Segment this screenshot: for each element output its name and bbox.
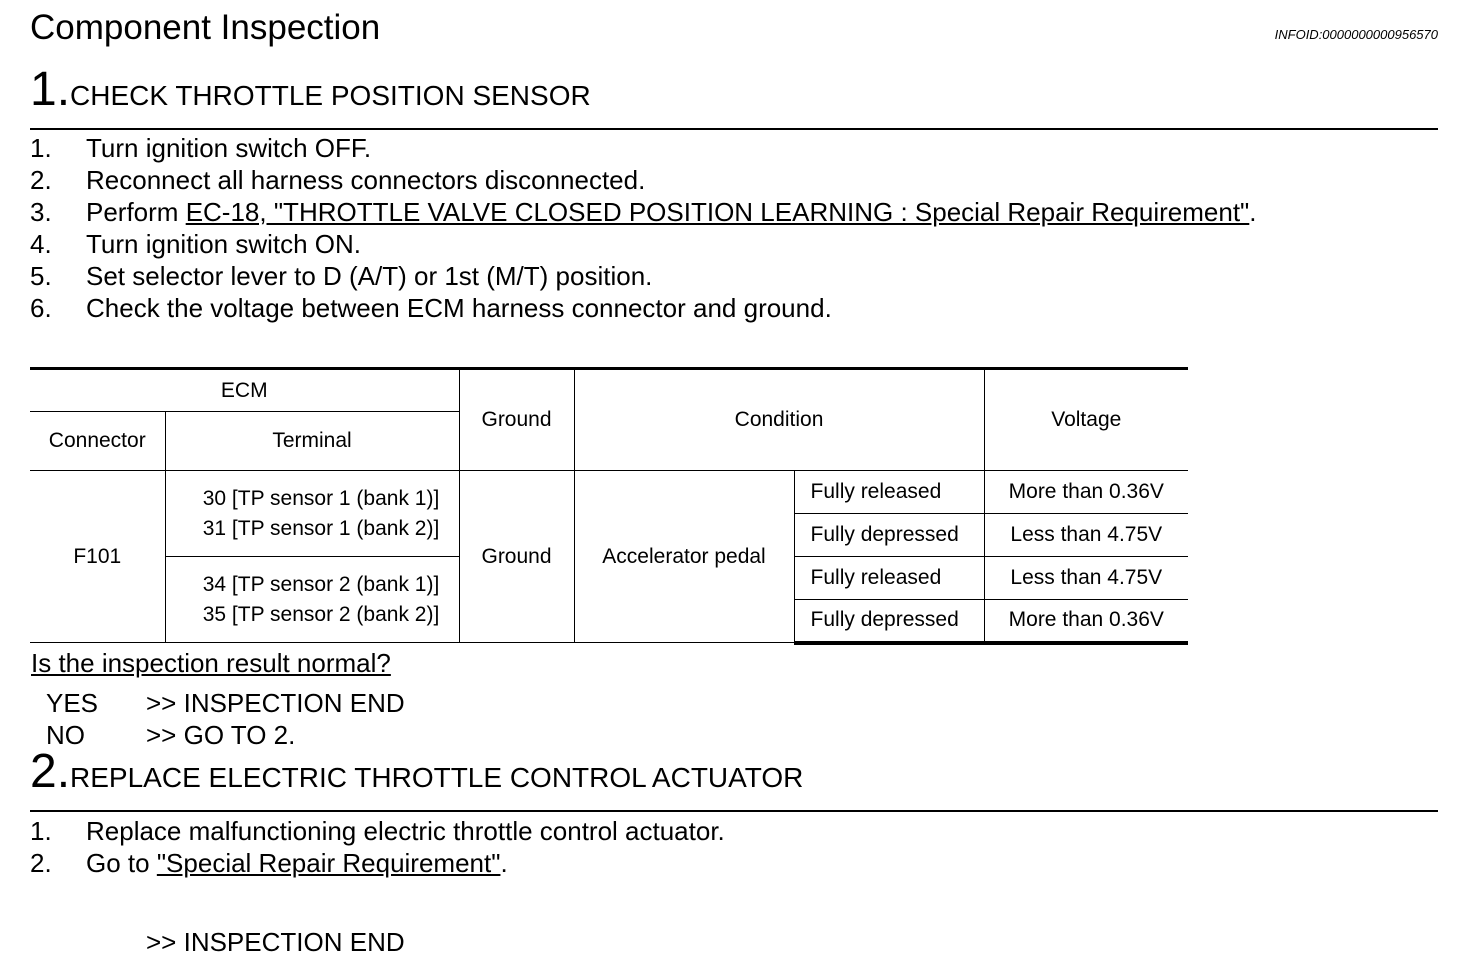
voltage-cell: More than 0.36V xyxy=(984,471,1188,514)
info-id: INFOID:0000000000956570 xyxy=(1274,27,1438,42)
throttle-learning-link[interactable]: EC-18, "THROTTLE VALVE CLOSED POSITION LEARNING : Special Repair Requirement" xyxy=(185,197,1250,227)
step-2-heading xyxy=(30,744,803,799)
list-item: 1. Replace malfunctioning electric throttle control actuator. xyxy=(30,816,725,846)
terminal-group-2: 34 [TP sensor 2 (bank 1)] 35 [TP sensor 2 (bank 2)] xyxy=(165,557,459,643)
list-item: 2. Go to "Special Repair Requirement". xyxy=(30,848,508,878)
answer-no: NO >> GO TO 2. xyxy=(46,720,296,750)
connector-cell: F101 xyxy=(30,471,165,643)
voltage-spec-table xyxy=(30,367,1188,645)
state-cell: Fully depressed xyxy=(794,514,984,557)
condition-cell: Accelerator pedal xyxy=(574,471,794,643)
step-1-list xyxy=(30,132,1257,324)
list-item: 4. Turn ignition switch ON. xyxy=(30,229,362,259)
list-item: 2. Reconnect all harness connectors disconnected. xyxy=(30,165,646,195)
special-repair-link[interactable]: "Special Repair Requirement" xyxy=(156,848,501,878)
header-terminal: Terminal xyxy=(165,412,459,471)
list-item: 3. Perform EC-18, "THROTTLE VALVE CLOSED POSITION LEARNING : Special Repair Requirement". xyxy=(30,197,1257,227)
answer-yes: YES >> INSPECTION END xyxy=(46,688,405,718)
result-question: Is the inspection result normal? xyxy=(31,648,391,678)
voltage-cell: More than 0.36V xyxy=(984,600,1188,643)
page-title: Component Inspection xyxy=(30,8,381,47)
state-cell: Fully depressed xyxy=(794,600,984,643)
step-1-heading xyxy=(30,62,591,117)
step-1-title: CHECK THROTTLE POSITION SENSOR xyxy=(70,80,591,111)
table-row xyxy=(30,471,1188,514)
header-voltage: Voltage xyxy=(984,369,1188,471)
header-condition: Condition xyxy=(574,369,984,471)
step-2-title: REPLACE ELECTRIC THROTTLE CONTROL ACTUATOR xyxy=(70,762,804,793)
step-2-list xyxy=(30,815,725,879)
state-cell: Fully released xyxy=(794,557,984,600)
list-item: 5. Set selector lever to D (A/T) or 1st (M/T) position. xyxy=(30,261,653,291)
ground-cell: Ground xyxy=(459,471,574,643)
list-item: 1. Turn ignition switch OFF. xyxy=(30,133,372,163)
state-cell: Fully released xyxy=(794,471,984,514)
header-ground: Ground xyxy=(459,369,574,471)
step-2-number: 2. xyxy=(30,745,71,798)
step-1-divider xyxy=(30,128,1438,130)
step-2-divider xyxy=(30,810,1438,812)
step-2-end: >> INSPECTION END xyxy=(146,927,405,957)
header-ecm: ECM xyxy=(30,369,459,412)
voltage-cell: Less than 4.75V xyxy=(984,557,1188,600)
list-item: 6. Check the voltage between ECM harness connector and ground. xyxy=(30,293,832,323)
header-connector: Connector xyxy=(30,412,165,471)
step-1-number: 1. xyxy=(30,63,71,116)
voltage-cell: Less than 4.75V xyxy=(984,514,1188,557)
result-answers xyxy=(46,687,405,751)
terminal-group-1: 30 [TP sensor 1 (bank 1)] 31 [TP sensor 1 (bank 2)] xyxy=(165,471,459,557)
